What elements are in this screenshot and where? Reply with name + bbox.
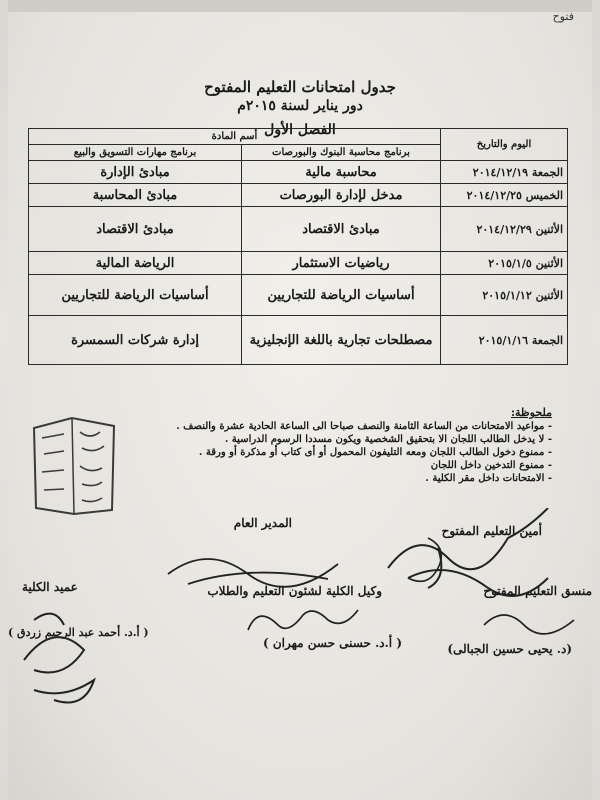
document-title: جدول امتحانات التعليم المفتوح: [204, 78, 396, 96]
vice-dean-signature: [238, 600, 368, 642]
table-row: [29, 316, 568, 365]
dean-label: عميد الكلية: [22, 580, 78, 594]
program-marketing-header: برنامج مهارات التسويق والبيع: [29, 145, 242, 161]
exam-date: الأثنين ٢٠١٥/١/١٢: [441, 275, 568, 316]
day-date-header: اليوم والتاريخ: [441, 129, 568, 161]
marketing-subject: مبادئ الإدارة: [29, 161, 242, 184]
table-row: [29, 161, 568, 184]
general-manager-signature: [158, 534, 358, 594]
exam-date: الأثنين ٢٠١٤/١٢/٢٩: [441, 207, 568, 252]
exam-date: الجمعة ٢٠١٤/١٢/١٩: [441, 161, 568, 184]
secretary-label: أمين التعليم المفتوح: [441, 524, 542, 538]
exam-date: الأثنين ٢٠١٥/١/٥: [441, 252, 568, 275]
coordinator-label: منسق التعليم المفتوح: [483, 584, 592, 598]
corner-word: فتوح: [552, 10, 574, 23]
marketing-subject: مبادئ الاقتصاد: [29, 207, 242, 252]
general-manager-label: المدير العام: [233, 516, 292, 530]
note-item: - لا يدخل الطالب اللجان الا بتحقيق الشخصية ويكون مسددا الرسوم الدراسية .: [224, 434, 552, 445]
vice-dean-label: وكيل الكلية لشئون التعليم والطلاب: [207, 584, 382, 598]
note-item: - ممنوع دخول الطالب اللجان ومعه التليفون المحمول أو أى كتاب أو مذكرة أو ورقة .: [198, 447, 552, 458]
bank-subject: مدخل لإدارة البورصات: [242, 184, 441, 207]
note-item: - الامتحانات داخل مقر الكلية .: [425, 473, 552, 484]
dean-name: ( أ.د. أحمد عبد الرحيم زردق ): [8, 626, 149, 639]
document-page: [8, 0, 592, 800]
bank-subject: رياضيات الاستثمار: [242, 252, 441, 275]
exam-schedule-table: [28, 128, 568, 365]
table-row: [29, 252, 568, 275]
marketing-subject: الرياضة المالية: [29, 252, 242, 275]
table-row: [29, 275, 568, 316]
marketing-subject: إدارة شركات السمسرة: [29, 316, 242, 365]
note-item: - ممنوع التدخين داخل اللجان: [430, 460, 552, 471]
bank-subject: أساسيات الرياضة للتجاريين: [242, 275, 441, 316]
table-header-row: [29, 129, 568, 145]
notes-title: ملحوظة:: [510, 406, 552, 419]
marketing-subject: مبادئ المحاسبة: [29, 184, 242, 207]
exam-date: الجمعة ٢٠١٥/١/١٦: [441, 316, 568, 365]
dean-signature: [14, 600, 114, 710]
session-line: دور يناير لسنة ٢٠١٥م: [237, 98, 363, 114]
coordinator-name: (د. يحيى حسين الجبالى): [447, 642, 572, 656]
semester-line: الفصل الأول: [264, 122, 336, 138]
vice-dean-name: ( أ.د. حسنى حسن مهران ): [262, 636, 402, 650]
subject-name-header: أسم المادة: [29, 129, 441, 145]
coordinator-signature: [474, 600, 584, 640]
faculty-stamp: [28, 414, 120, 518]
secretary-signature: [368, 508, 568, 598]
table-row: [29, 184, 568, 207]
note-item: - مواعيد الامتحانات من الساعة الثامنة والنصف صباحا الى الساعة الحادية عشرة والنصف .: [176, 421, 552, 432]
bank-subject: محاسبة مالية: [242, 161, 441, 184]
marketing-subject: أساسيات الرياضة للتجاريين: [29, 275, 242, 316]
torn-top-edge: [8, 0, 592, 12]
bank-subject: مبادئ الاقتصاد: [242, 207, 441, 252]
table-row: [29, 207, 568, 252]
exam-date: الخميس ٢٠١٤/١٢/٢٥: [441, 184, 568, 207]
program-bank-header: برنامج محاسبة البنوك والبورصات: [242, 145, 441, 161]
bank-subject: مصطلحات تجارية باللغة الإنجليزية: [242, 316, 441, 365]
